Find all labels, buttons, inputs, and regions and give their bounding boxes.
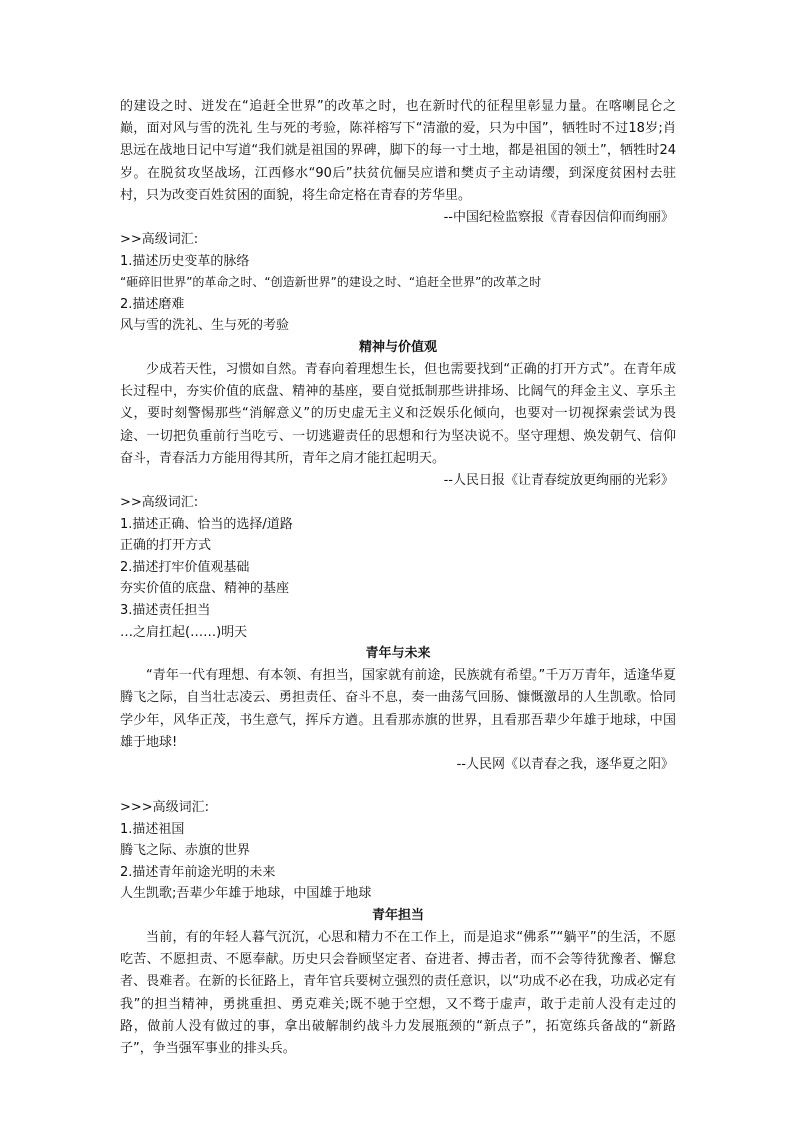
- section4-title: 青年担当: [371, 907, 424, 923]
- section1-paragraph: 的建设之时、迸发在“追赶全世界”的改革之时，也在新时代的征程里彰显力量。在喀喇昆仑之巅，面对风与雪的洗礼 生与死的考验，陈祥榕写下“清澈的爱，只为中国”，牺牲时不过18岁;肖思远在战地日记中写道“我们就是祖国的界碑，脚下的每一寸土地，都是祖国的领土”，牺牲时24岁。在脱贫攻坚战场，江西修水“90后”扶贫伉俪吴应谱和樊贞子主动请缨，到深度贫困村去驻村，只为改变百姓贫困的面貌，将生命定格在青春的芳华里。: [120, 99, 676, 203]
- section2-item2-title: 2.描述打牢价值观基础: [120, 559, 250, 575]
- section2-item1-text: 正确的打开方式: [120, 538, 212, 554]
- section4-paragraph: 当前，有的年轻人暮气沉沉，心思和精力不在工作上，而是追求“佛系”“躺平”的生活，不愿吃苦、不愿担责、不愿奉献。历史只会眷顾坚定者、奋进者、搏击者，而不会等待犹豫者、懈怠者、畏难者。在新的长征路上，青年官兵要树立强烈的责任意识，以“功成不必在我，功成必定有我”的担当精神，勇挑重担、勇克难关;既不驰于空想，又不骛于虚声，敢于走前人没有走过的路，做前人没有做过的事，拿出破解制约战斗力发展瓶颈的“新点子”，拓宽练兵备战的“新路子”，争当强军事业的排头兵。: [120, 929, 676, 1056]
- section2-item3-text: …之肩扛起(……)明天: [120, 624, 248, 640]
- section3-item1-title: 1.描述祖国: [120, 821, 185, 837]
- section2-item2-text: 夯实价值的底盘、精神的基座: [120, 581, 290, 597]
- section1-item1-title: 1.描述历史变革的脉络: [120, 253, 250, 269]
- section2-item3-title: 3.描述责任担当: [120, 602, 211, 618]
- section2-item1-title: 1.描述正确、恰当的选择/道路: [120, 516, 293, 532]
- section3-title: 青年与未来: [365, 646, 431, 662]
- section1-vocab-heading: >>高级词汇:: [120, 232, 199, 248]
- section1-item2-title: 2.描述磨难: [120, 296, 185, 312]
- document-page: [120, 96, 676, 1060]
- section3-vocab-heading: >>>高级词汇:: [120, 799, 210, 815]
- section2-title: 精神与价值观: [358, 339, 437, 355]
- section2-source: --人民日报《让青春绽放更绚丽的光彩》: [443, 473, 674, 488]
- blank-line: [120, 776, 676, 797]
- section1-source: --中国纪检监察报《青春因信仰而绚丽》: [443, 210, 674, 226]
- section3-item2-text: 人生凯歌;吾辈少年雄于地球，中国雄于地球: [120, 886, 372, 902]
- section3-item2-title: 2.描述青年前途光明的未来: [120, 864, 276, 880]
- section3-source: --人民网《以青春之我，逐华夏之阳》: [456, 756, 674, 772]
- section3-item1-text: 腾飞之际、赤旗的世界: [120, 843, 251, 859]
- section3-paragraph: “青年一代有理想、有本领、有担当，国家就有前途，民族就有希望。”千万万青年，适逢华夏腾飞之际，自当壮志凌云、勇担责任、奋斗不息，奏一曲荡气回肠、慷慨激昂的人生凯歌。恰同学少年，风华正茂，书生意气，挥斥方遒。且看那赤旗的世界，且看那吾辈少年雄于地球，中国雄于地球!: [120, 668, 676, 750]
- section1-item1-text: “砸碎旧世界”的革命之时、“创造新世界”的建设之时、“追赶全世界”的改革之时: [120, 275, 542, 290]
- section2-paragraph: 少成若天性，习惯如自然。青春向着理想生长，但也需要找到“正确的打开方式”。在青年成长过程中，夯实价值的底盘、精神的基座，要自觉抵制那些讲排场、比阔气的拜金主义、享乐主义，要时刻警惕那些“消解意义”的历史虚无主义和泛娱乐化倾向，也要对一切视探索尝试为畏途、一切把负重前行当吃亏、一切逃避责任的思想和行为坚决说不。坚守理想、焕发朝气、信仰奋斗，青春活力方能用得其所，青年之肩才能扛起明天。: [120, 361, 676, 466]
- section2-vocab-heading: >>高级词汇:: [120, 495, 199, 510]
- section1-item2-text: 风与雪的洗礼、生与死的考验: [120, 318, 290, 334]
